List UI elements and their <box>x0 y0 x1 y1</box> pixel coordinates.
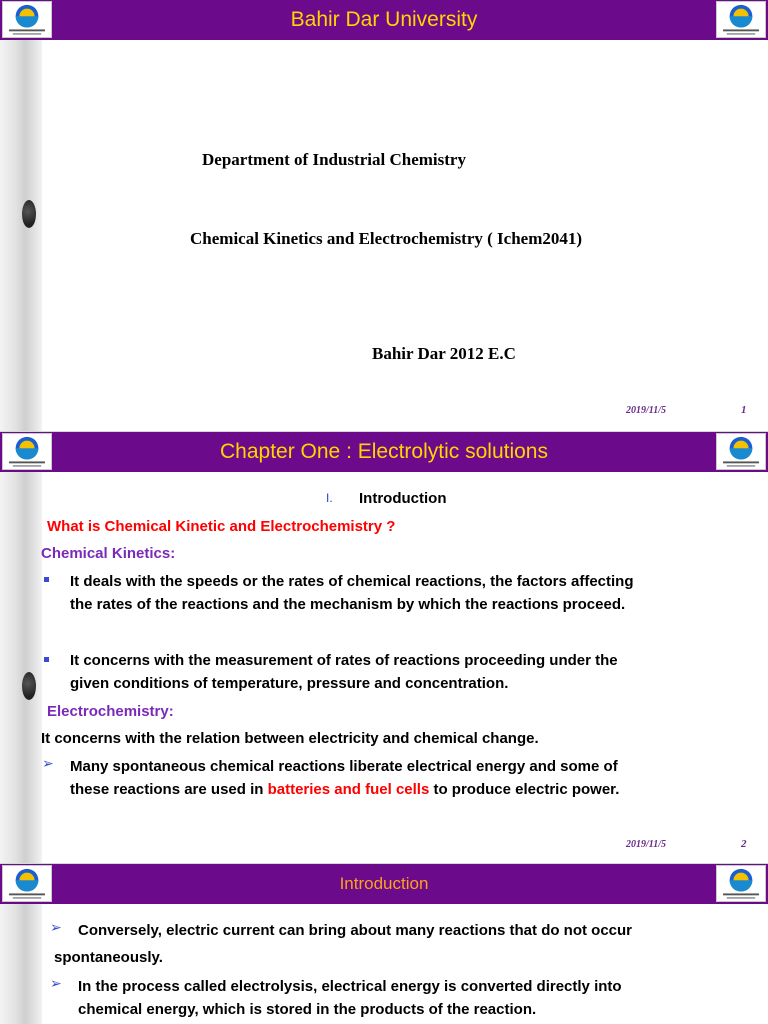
page-number: 1 <box>741 404 747 416</box>
kinetics-bullet-2-line-2: given conditions of temperature, pressure and concentration. <box>70 675 509 692</box>
intro-bullet-2-line-2: chemical energy, which is stored in the products of the reaction. <box>78 1001 537 1018</box>
slide-banner <box>0 432 768 472</box>
electrochemistry-statement: It concerns with the relation between electricity and chemical change. <box>41 730 539 747</box>
electro-bullet-line-2 <box>70 778 619 801</box>
intro-bullet-2-line-1: In the process called electrolysis, electrical energy is converted directly into <box>78 978 622 995</box>
university-emblem-icon <box>716 1 766 38</box>
footer-date: 2019/11/5 <box>626 405 667 416</box>
slide-3 <box>0 864 768 1024</box>
intro-bullet-1-line-2: spontaneously. <box>54 949 163 966</box>
question-heading: What is Chemical Kinetic and Electrochemistry ? <box>47 518 396 535</box>
banner-title: Chapter One : Electrolytic solutions <box>220 440 548 463</box>
kinetics-bullet-1-line-1: It deals with the speeds or the rates of chemical reactions, the factors affecting <box>70 573 634 590</box>
arrow-bullet-icon: ➢ <box>42 756 54 772</box>
decorative-side-bar <box>0 472 42 864</box>
decorative-side-bar <box>0 904 42 1024</box>
department-name: Department of Industrial Chemistry <box>202 150 466 169</box>
electrochemistry-heading: Electrochemistry: <box>47 703 174 720</box>
kinetics-bullet-1-line-2: the rates of the reactions and the mechanism by which the reactions proceed. <box>70 596 626 613</box>
arrow-bullet-icon: ➢ <box>50 976 62 992</box>
square-bullet-icon <box>44 657 49 662</box>
arrow-bullet-icon: ➢ <box>50 920 62 936</box>
footer-date: 2019/11/5 <box>626 839 667 850</box>
slide-2 <box>0 432 768 864</box>
university-emblem-icon <box>2 865 52 902</box>
electro-bullet-highlight: batteries and fuel cells <box>267 781 430 798</box>
decorative-knob <box>22 200 36 228</box>
intro-bullet-1-line-1: Conversely, electric current can bring about many reactions that do not occur <box>78 922 633 939</box>
kinetics-heading: Chemical Kinetics: <box>41 545 176 562</box>
slide-1 <box>0 0 768 432</box>
section-numeral: I. <box>326 491 333 505</box>
university-emblem-icon <box>716 433 766 470</box>
section-title: Introduction <box>359 490 447 507</box>
electro-bullet-line-1: Many spontaneous chemical reactions liberate electrical energy and some of <box>70 758 618 775</box>
slide-banner <box>0 0 768 40</box>
university-emblem-icon <box>2 433 52 470</box>
decorative-knob <box>22 672 36 700</box>
page-number: 2 <box>741 838 747 850</box>
square-bullet-icon <box>44 577 49 582</box>
university-emblem-icon <box>716 865 766 902</box>
banner-title: Bahir Dar University <box>290 8 478 31</box>
electro-bullet-text-after: to produce electric power. <box>429 781 620 798</box>
kinetics-bullet-2-line-1: It concerns with the measurement of rates of reactions proceeding under the <box>70 652 618 669</box>
banner-title: Introduction <box>339 874 429 893</box>
decorative-side-bar <box>0 40 42 432</box>
slide-banner <box>0 864 768 904</box>
university-emblem-icon <box>2 1 52 38</box>
electro-bullet-text-before: these reactions are used in <box>70 781 268 798</box>
place-year: Bahir Dar 2012 E.C <box>372 344 516 363</box>
course-title: Chemical Kinetics and Electrochemistry ( Ichem2041) <box>190 229 583 248</box>
